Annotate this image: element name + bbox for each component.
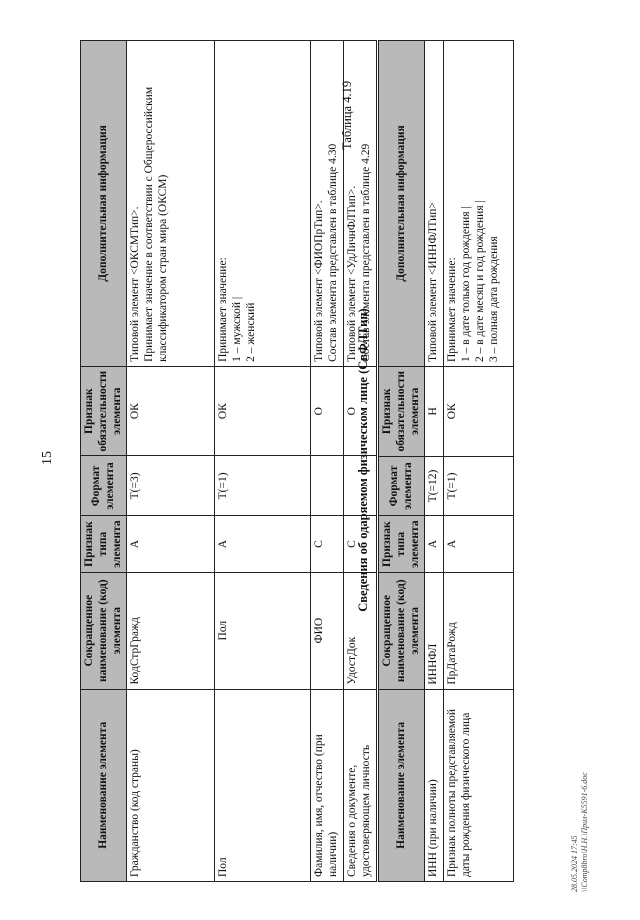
header-format: Формат элемента xyxy=(81,456,127,516)
info-line: Состав элемента представлен в таблице 4.30 xyxy=(327,143,340,362)
cell-format: T(=1) xyxy=(215,456,311,516)
header-type: Признак типа элемента xyxy=(379,516,425,572)
cell-name: Пол xyxy=(215,689,311,881)
header-type: Признак типа элемента xyxy=(81,516,127,572)
table-title: Сведения об одаряемом физическом лице (СвФЛТип) xyxy=(356,308,370,612)
header-info: Дополнительная информация xyxy=(379,41,425,367)
info-line: 3 – полная дата рождения xyxy=(487,236,500,362)
info-line: 1 – в дате только год рождения | xyxy=(459,206,472,362)
cell-code: ПрДатаРожд xyxy=(444,572,514,689)
table-row xyxy=(425,41,444,882)
cell-name: Гражданство (код страны) xyxy=(127,689,215,881)
footer-timestamp: 28.05.2024 17:45 xyxy=(570,835,579,892)
cell-format: T(=1) xyxy=(444,456,514,516)
cell-info xyxy=(444,41,514,367)
info-line: Состав элемента представлен в таблице 4.29 xyxy=(359,143,372,362)
cell-format: T(=3) xyxy=(127,456,215,516)
cell-required: ОК xyxy=(215,366,311,456)
cell-name: Признак полноты представляемой даты рождения физического лица xyxy=(444,689,514,881)
file-footer xyxy=(570,772,590,892)
cell-format xyxy=(311,456,344,516)
info-line: Типовой элемент <ИННФЛТип> xyxy=(427,202,440,362)
cell-required: ОК xyxy=(444,367,514,457)
footer-path: \\Comp8bro\Н.Н.\Прил-К5591-6.doc xyxy=(580,772,589,892)
cell-type: А xyxy=(425,516,444,572)
info-line: 2 – в дате месяц и год рождения | xyxy=(473,200,486,362)
cell-required: О xyxy=(311,366,344,456)
info-line: Типовой элемент <ОКСМТип>. xyxy=(129,206,142,362)
table-row xyxy=(127,41,215,882)
cell-code: Пол xyxy=(215,572,311,689)
table-label: Таблица 4.19 xyxy=(340,80,354,150)
cell-format: T(=12) xyxy=(425,456,444,516)
cell-info xyxy=(425,41,444,367)
cell-type: С xyxy=(311,516,344,572)
info-line: Принимает значение в соответствии с Общероссийским классификатором стран мира (ОКСМ) xyxy=(143,86,169,362)
table-header-row xyxy=(81,41,127,882)
table-row xyxy=(444,41,514,882)
cell-info xyxy=(127,41,215,367)
table-header-row xyxy=(379,41,425,882)
table-row xyxy=(215,41,311,882)
cell-type: С xyxy=(343,516,376,572)
elements-table-1 xyxy=(80,40,377,882)
cell-type: А xyxy=(215,516,311,572)
cell-code: КодСтрГражд xyxy=(127,572,215,689)
header-name: Наименование элемента xyxy=(81,689,127,881)
cell-type: А xyxy=(127,516,215,572)
cell-name: ИНН (при наличии) xyxy=(425,689,444,881)
cell-info xyxy=(215,41,311,367)
cell-info xyxy=(311,41,344,367)
cell-name: Фамилия, имя, отчество (при наличии) xyxy=(311,689,344,881)
cell-required: Н xyxy=(425,367,444,457)
info-line: Принимает значение: xyxy=(217,257,230,362)
cell-required: ОК xyxy=(127,366,215,456)
info-line: 2 – женский xyxy=(244,302,257,362)
info-line: Типовой элемент <УдЛичнФЛТип>. xyxy=(345,185,358,362)
header-code: Сокращенное наименование (код) элемента xyxy=(379,572,425,689)
cell-code: ИННФЛ xyxy=(425,572,444,689)
header-format: Формат элемента xyxy=(379,456,425,516)
header-required: Признак обязательности элемента xyxy=(81,366,127,456)
header-required: Признак обязательности элемента xyxy=(379,367,425,457)
cell-name: Сведения о документе, удостоверяющем личность xyxy=(343,689,376,881)
header-code: Сокращенное наименование (код) элемента xyxy=(81,572,127,689)
page-number: 15 xyxy=(40,451,55,465)
info-line: Принимает значение: xyxy=(446,257,459,362)
info-line: 1 – мужской | xyxy=(231,296,244,362)
cell-code: УдостДок xyxy=(343,572,376,689)
cell-code: ФИО xyxy=(311,572,344,689)
info-line: Типовой элемент <ФИОПрТип>. xyxy=(313,200,326,362)
header-info: Дополнительная информация xyxy=(81,41,127,367)
table-row xyxy=(311,41,344,882)
header-name: Наименование элемента xyxy=(379,689,425,881)
cell-required: О xyxy=(343,366,376,456)
cell-type: А xyxy=(444,516,514,572)
elements-table-2 xyxy=(378,40,514,882)
